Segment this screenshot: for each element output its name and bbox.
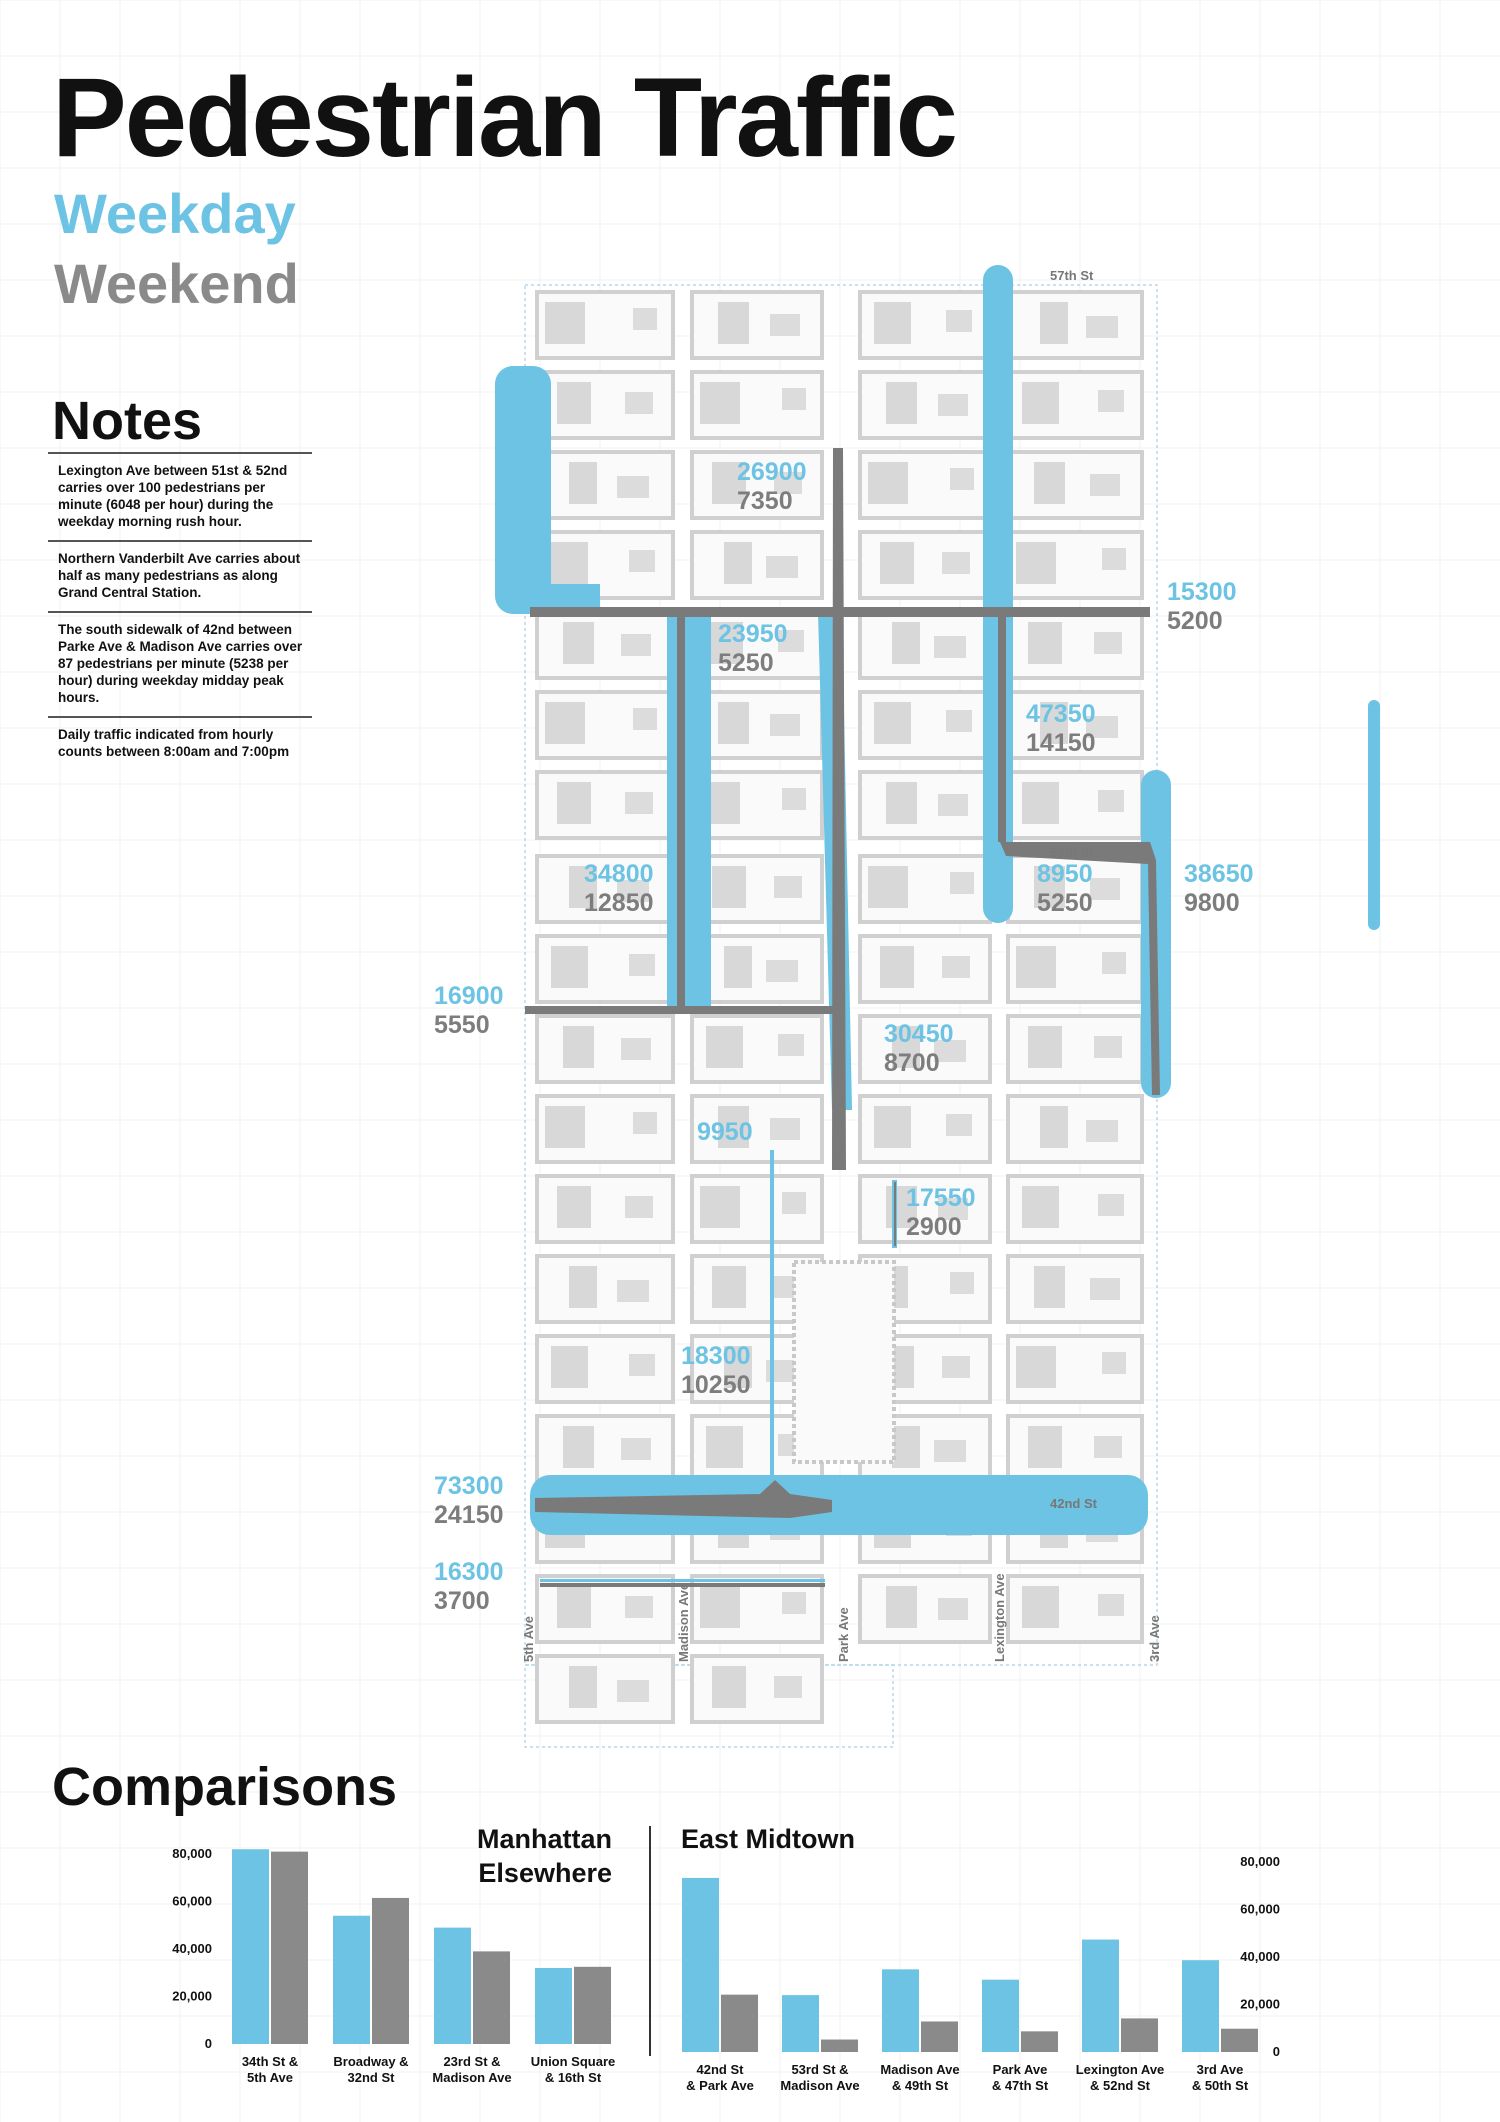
building-footprint: [1102, 952, 1126, 974]
legend-weekday: Weekday: [54, 182, 296, 245]
building-footprint: [886, 782, 917, 824]
city-block: [860, 936, 990, 1002]
flow-weekday: [667, 612, 711, 1012]
building-footprint: [874, 302, 911, 344]
y-tick-label: 40,000: [1240, 1949, 1280, 1964]
building-footprint: [1090, 878, 1120, 900]
page-title: Pedestrian Traffic: [52, 55, 956, 180]
building-footprint: [621, 634, 651, 656]
count-label-c13: 73300 24150: [434, 1472, 504, 1529]
street-label-madison-ave: Madison Ave: [676, 1582, 691, 1662]
building-footprint: [545, 702, 585, 744]
building-footprint: [1028, 1426, 1062, 1468]
category-label: 32nd St: [347, 2070, 395, 2085]
comparisons-heading: Comparisons: [52, 1757, 398, 1817]
building-footprint: [946, 310, 972, 332]
building-footprint: [712, 1666, 746, 1708]
city-block: [1008, 452, 1142, 518]
city-block: [860, 1576, 990, 1642]
bar-weekend: [372, 1898, 409, 2044]
category-label: 3rd Ave: [1196, 2062, 1244, 2077]
category-label: 42nd St: [696, 2062, 744, 2077]
building-footprint: [700, 1586, 740, 1628]
count-label-c9: 30450 8700: [884, 1020, 954, 1077]
bar-weekend: [721, 1995, 758, 2052]
building-footprint: [766, 960, 798, 982]
building-footprint: [1022, 382, 1059, 424]
bar-weekend: [1021, 2031, 1058, 2052]
city-block: [537, 1016, 673, 1082]
building-footprint: [1098, 790, 1124, 812]
building-footprint: [892, 622, 920, 664]
street-label-3rd-ave: 3rd Ave: [1147, 1615, 1162, 1662]
chart-manhattan-elsewhere: [150, 1830, 630, 2100]
building-footprint: [1094, 1036, 1122, 1058]
building-footprint: [621, 1038, 651, 1060]
flow-weekend: [525, 1006, 840, 1014]
building-footprint: [724, 542, 752, 584]
building-footprint: [551, 1346, 588, 1388]
legend-weekend: Weekend: [54, 252, 299, 315]
building-footprint: [1086, 1120, 1118, 1142]
building-footprint: [1098, 1594, 1124, 1616]
city-block: [537, 1256, 673, 1322]
category-label: & 49th St: [891, 2078, 949, 2093]
flow-weekend: [998, 612, 1006, 842]
building-footprint: [938, 794, 968, 816]
building-footprint: [1102, 1352, 1126, 1374]
bar-weekend: [271, 1852, 308, 2044]
street-label-57th: 57th St: [1050, 268, 1094, 283]
count-label-c10: 9950: [697, 1118, 753, 1146]
street-label-5th-ave: 5th Ave: [521, 1616, 536, 1662]
bar-weekday: [1182, 1960, 1219, 2052]
building-footprint: [1022, 1586, 1059, 1628]
category-label: & 50th St: [1191, 2078, 1249, 2093]
building-footprint: [782, 1192, 806, 1214]
building-footprint: [1094, 1436, 1122, 1458]
city-block: [537, 452, 673, 518]
bar-weekend: [574, 1967, 611, 2044]
building-footprint: [563, 622, 594, 664]
building-footprint: [625, 1196, 653, 1218]
building-footprint: [1034, 1266, 1065, 1308]
bar-weekend: [473, 1951, 510, 2044]
building-footprint: [629, 550, 655, 572]
category-label: 34th St &: [241, 2054, 299, 2069]
y-tick-label: 40,000: [172, 1941, 212, 1956]
y-tick-label: 60,000: [172, 1893, 212, 1909]
flow-weekday: [770, 1150, 774, 1480]
building-footprint: [617, 1680, 649, 1702]
count-label-c12: 18300 10250: [681, 1342, 751, 1399]
building-footprint: [724, 946, 752, 988]
building-footprint: [868, 462, 908, 504]
city-block: [537, 612, 673, 678]
building-footprint: [950, 468, 974, 490]
building-footprint: [770, 1118, 800, 1140]
building-footprint: [706, 1426, 743, 1468]
building-footprint: [874, 702, 911, 744]
y-tick-label: 80,000: [1240, 1854, 1280, 1869]
note-item: Daily traffic indicated from hourly counts between 8:00am and 7:00pm: [48, 716, 312, 770]
building-footprint: [946, 1114, 972, 1136]
building-footprint: [1022, 782, 1059, 824]
building-footprint: [1098, 390, 1124, 412]
building-footprint: [782, 388, 806, 410]
y-tick-label: 20,000: [1240, 1996, 1280, 2012]
city-block: [692, 692, 822, 758]
category-label: Madison Ave: [880, 2062, 960, 2077]
city-block: [692, 292, 822, 358]
building-footprint: [942, 956, 970, 978]
city-block: [692, 1656, 822, 1722]
count-label-c14: 16300 3700: [434, 1558, 504, 1615]
bar-weekday: [1082, 1940, 1119, 2052]
building-footprint: [633, 308, 657, 330]
y-tick-label: 20,000: [172, 1988, 212, 2004]
building-footprint: [569, 1666, 597, 1708]
count-label-c5: 34800 12850: [584, 860, 654, 917]
building-footprint: [934, 636, 966, 658]
building-footprint: [621, 1438, 651, 1460]
building-footprint: [1028, 1026, 1062, 1068]
building-footprint: [617, 1280, 649, 1302]
building-footprint: [782, 788, 806, 810]
building-footprint: [874, 1106, 911, 1148]
building-footprint: [718, 302, 749, 344]
bar-weekday: [882, 1969, 919, 2052]
category-label: 23rd St &: [443, 2054, 501, 2069]
building-footprint: [1086, 316, 1118, 338]
note-item: Northern Vanderbilt Ave carries about half as many pedestrians as along Grand Central Station.: [48, 540, 312, 611]
y-tick-label: 80,000: [172, 1846, 212, 1861]
y-tick-label: 60,000: [1240, 1901, 1280, 1917]
note-item: Lexington Ave between 51st & 52nd carries over 100 pedestrians per minute (6048 per hour) during the weekday morning rush hour.: [48, 452, 312, 540]
building-footprint: [770, 314, 800, 336]
category-label: & 16th St: [544, 2070, 602, 2085]
building-footprint: [1016, 542, 1056, 584]
bar-weekend: [1121, 2018, 1158, 2052]
bar-weekend: [1221, 2029, 1258, 2052]
category-label: 5th Ave: [247, 2070, 293, 2085]
building-footprint: [950, 872, 974, 894]
building-footprint: [629, 1354, 655, 1376]
building-footprint: [700, 382, 740, 424]
building-footprint: [712, 1266, 746, 1308]
building-footprint: [880, 542, 914, 584]
note-item: The south sidewalk of 42nd between Parke Ave & Madison Ave carries over 87 pedestrians per minute (5238 per hour) during weekday midday peak hours.: [48, 611, 312, 716]
building-footprint: [569, 462, 597, 504]
flow-weekday: [530, 584, 600, 608]
building-footprint: [551, 542, 588, 584]
building-footprint: [700, 1186, 740, 1228]
building-footprint: [892, 1426, 920, 1468]
building-footprint: [774, 1676, 802, 1698]
count-label-c6: 8950 5250: [1037, 860, 1093, 917]
building-footprint: [774, 876, 802, 898]
building-footprint: [950, 1272, 974, 1294]
building-footprint: [569, 1266, 597, 1308]
building-footprint: [718, 702, 749, 744]
building-footprint: [942, 1356, 970, 1378]
bar-weekday: [782, 1995, 819, 2052]
y-tick-label: 0: [1272, 2044, 1280, 2059]
category-label: Lexington Ave: [1075, 2062, 1165, 2077]
building-footprint: [557, 782, 591, 824]
building-footprint: [938, 394, 968, 416]
bar-weekend: [821, 2040, 858, 2052]
building-footprint: [946, 710, 972, 732]
building-footprint: [938, 1598, 968, 1620]
building-footprint: [1040, 1106, 1068, 1148]
city-block: [692, 936, 822, 1002]
building-footprint: [1016, 1346, 1056, 1388]
building-footprint: [633, 708, 657, 730]
city-block: [860, 772, 990, 838]
building-footprint: [1094, 632, 1122, 654]
building-footprint: [934, 1440, 966, 1462]
building-footprint: [557, 1186, 591, 1228]
flow-weekday: [1368, 700, 1380, 930]
city-block: [1008, 292, 1142, 358]
count-label-c8: 16900 5550: [434, 982, 504, 1039]
building-footprint: [545, 302, 585, 344]
city-block: [537, 1656, 673, 1722]
building-footprint: [1022, 1186, 1059, 1228]
chart-east-midtown: [670, 1830, 1350, 2100]
street-label-lexington-ave: Lexington Ave: [992, 1573, 1007, 1662]
bar-weekday: [682, 1878, 719, 2052]
y-tick-label: 0: [204, 2036, 212, 2051]
bar-weekday: [333, 1916, 370, 2044]
category-label: Madison Ave: [432, 2070, 512, 2085]
count-label-c11: 17550 2900: [906, 1184, 976, 1241]
city-block: [1008, 1256, 1142, 1322]
flow-weekend: [677, 612, 685, 1012]
street-label-50th: 50th St: [1050, 845, 1094, 860]
category-label: Broadway &: [333, 2054, 409, 2069]
street-label-42nd: 42nd St: [1050, 1496, 1097, 1511]
city-block: [860, 532, 990, 598]
category-label: & 47th St: [991, 2078, 1049, 2093]
flow-weekday: [495, 366, 551, 614]
building-footprint: [625, 792, 653, 814]
building-footprint: [633, 1112, 657, 1134]
building-footprint: [1090, 1278, 1120, 1300]
building-footprint: [617, 476, 649, 498]
category-label: Union Square: [530, 2054, 616, 2069]
count-label-c4: 47350 14150: [1026, 700, 1096, 757]
building-footprint: [712, 866, 746, 908]
building-footprint: [942, 552, 970, 574]
count-label-c2: 15300 5200: [1167, 578, 1237, 635]
building-footprint: [868, 866, 908, 908]
building-footprint: [1028, 622, 1062, 664]
grand-central-block: [794, 1262, 894, 1462]
building-footprint: [770, 714, 800, 736]
building-footprint: [1040, 302, 1068, 344]
manhattan-elsewhere-heading: Manhattan Elsewhere: [477, 1824, 612, 1888]
building-footprint: [706, 1026, 743, 1068]
building-footprint: [1102, 548, 1126, 570]
flow-weekday: [540, 1579, 825, 1582]
count-label-c7: 38650 9800: [1184, 860, 1254, 917]
building-footprint: [557, 1586, 591, 1628]
building-footprint: [1090, 474, 1120, 496]
category-label: & Park Ave: [686, 2078, 754, 2093]
street-label-park-ave: Park Ave: [836, 1607, 851, 1662]
flow-weekend: [894, 1182, 896, 1246]
city-block: [1008, 1096, 1142, 1162]
category-label: Park Ave: [992, 2062, 1048, 2077]
building-footprint: [880, 946, 914, 988]
city-block: [860, 372, 990, 438]
building-footprint: [778, 1034, 804, 1056]
city-block: [692, 856, 822, 922]
notes-heading: Notes: [52, 391, 203, 451]
bar-weekend: [921, 2021, 958, 2052]
category-label: & 52nd St: [1090, 2078, 1150, 2093]
city-block: [860, 612, 990, 678]
city-block: [537, 1416, 673, 1482]
building-footprint: [1034, 462, 1065, 504]
building-footprint: [1098, 1194, 1124, 1216]
bar-weekday: [232, 1849, 269, 2044]
flow-weekend: [832, 448, 846, 1170]
building-footprint: [563, 1426, 594, 1468]
building-footprint: [629, 954, 655, 976]
building-footprint: [886, 382, 917, 424]
building-footprint: [625, 392, 653, 414]
building-footprint: [551, 946, 588, 988]
count-label-c3: 23950 5250: [718, 620, 788, 677]
bar-weekday: [434, 1928, 471, 2044]
section-divider: [649, 1826, 651, 2056]
building-footprint: [782, 1592, 806, 1614]
east-midtown-heading: East Midtown: [681, 1824, 855, 1854]
building-footprint: [625, 1596, 653, 1618]
building-footprint: [886, 1586, 917, 1628]
count-label-c1: 26900 7350: [737, 458, 807, 515]
category-label: Madison Ave: [780, 2078, 860, 2093]
bar-weekday: [535, 1968, 572, 2044]
building-footprint: [557, 382, 591, 424]
bar-weekday: [982, 1980, 1019, 2052]
building-footprint: [1016, 946, 1056, 988]
city-block: [692, 532, 822, 598]
building-footprint: [545, 1106, 585, 1148]
building-footprint: [766, 556, 798, 578]
category-label: 53rd St &: [791, 2062, 849, 2077]
building-footprint: [563, 1026, 594, 1068]
